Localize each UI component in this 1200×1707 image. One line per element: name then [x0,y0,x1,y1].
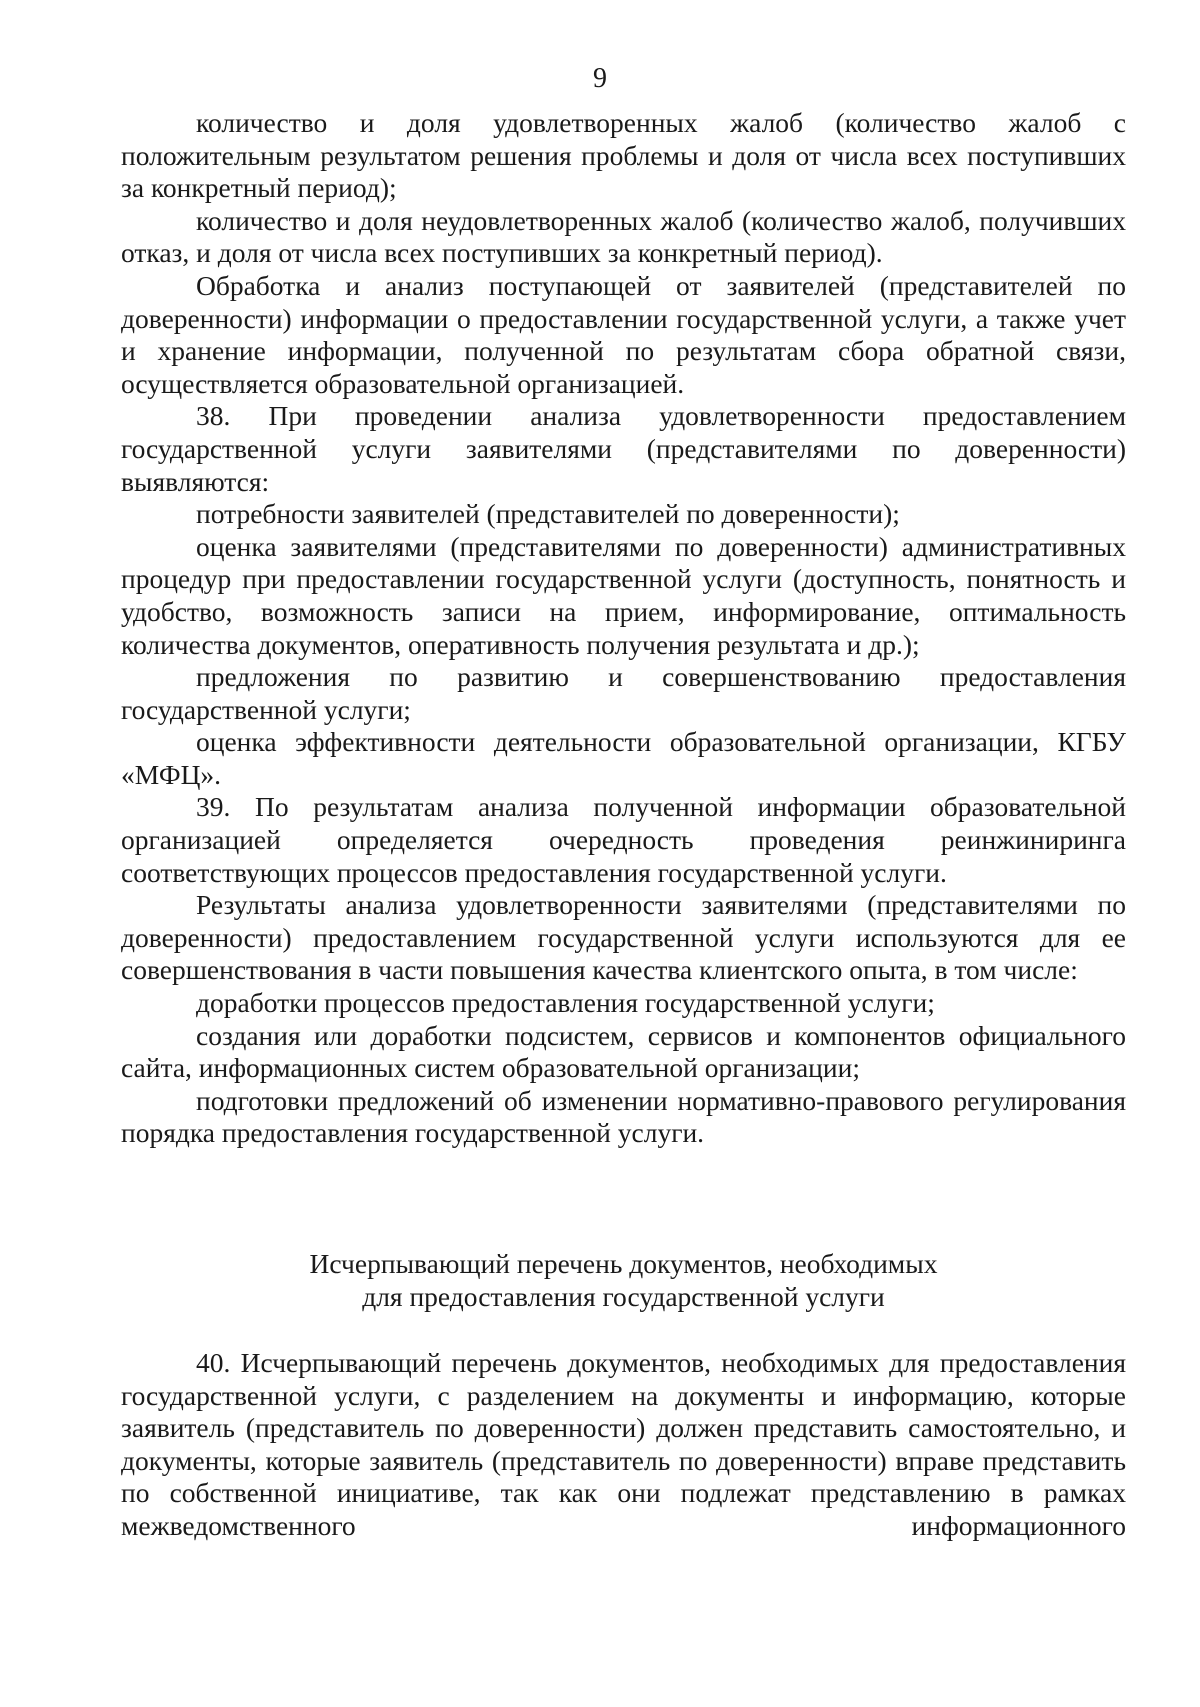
document-body [121,107,1126,1150]
paragraph-analysis-results: Результаты анализа удовлетворенности заявителями (представителями по доверенности) предоставлением государственной услуги используются для ее совершенствования в части повышения качества клиентского опыта, в том числе: [121,889,1126,986]
document-body-continued [121,1347,1126,1543]
paragraph-procedure-assessment: оценка заявителями (представителями по доверенности) административных процедур при предоставлении государственной услуги (доступность, понятность и удобство, возможность записи на прием, информирование, оптимальность количества документов, оперативность получения результата и др.); [121,530,1126,660]
paragraph-39: 39. По результатам анализа полученной информации образовательной организацией определяется очередность проведения реинжиниринга соответствующих процессов предоставления государственной услуги. [121,791,1126,888]
paragraph-efficiency-assessment: оценка эффективности деятельности образовательной организации, КГБУ «МФЦ». [121,726,1126,790]
paragraph-40: 40. Исчерпывающий перечень документов, необходимых для предоставления государственной услуги, с разделением на документы и информацию, которые заявитель (представитель по доверенности) должен представить самостоятельно, и документы, которые заявитель (представитель по доверенности) вправе представить по собственной инициативе, так как они подлежат представлению в рамках межведомственного информационного [121,1347,1126,1541]
paragraph-process-refinement: доработки процессов предоставления государственной услуги; [196,987,935,1019]
paragraph-regulation-proposals: подготовки предложений об изменении нормативно-правового регулирования порядка предоставления государственной услуги. [121,1084,1126,1149]
section-heading-line-1: Исчерпывающий перечень документов, необходимых [309,1248,938,1279]
paragraph-38: 38. При проведении анализа удовлетворенности предоставлением государственной услуги заявителями (представителями по доверенности) выявляются: [121,400,1126,497]
paragraph-subsystems: создания или доработки подсистем, сервисов и компонентов официального сайта, информационных систем образовательной организации; [121,1019,1126,1084]
paragraph-improvement-proposals: предложения по развитию и совершенствованию предоставления государственной услуги; [121,661,1126,725]
page-number: 9 [593,63,607,94]
paragraph-applicant-needs: потребности заявителей (представителей по доверенности); [196,498,900,530]
paragraph-unsatisfied-complaints: количество и доля неудовлетворенных жалоб (количество жалоб, получивших отказ, и доля от числа всех поступивших за конкретный период). [121,204,1126,269]
section-heading [121,1248,1126,1313]
section-heading-line-2: для предоставления государственной услуги [362,1280,885,1312]
paragraph-feedback-processing: Обработка и анализ поступающей от заявителей (представителей по доверенности) информации о предоставлении государственной услуги, а также учет и хранение информации, полученной по результатам сбора обратной связи, осуществляется образовательной организацией. [121,269,1126,399]
paragraph-satisfied-complaints: количество и доля удовлетворенных жалоб (количество жалоб с положительным результатом решения проблемы и доля от числа всех поступивших за конкретный период); [121,107,1126,204]
